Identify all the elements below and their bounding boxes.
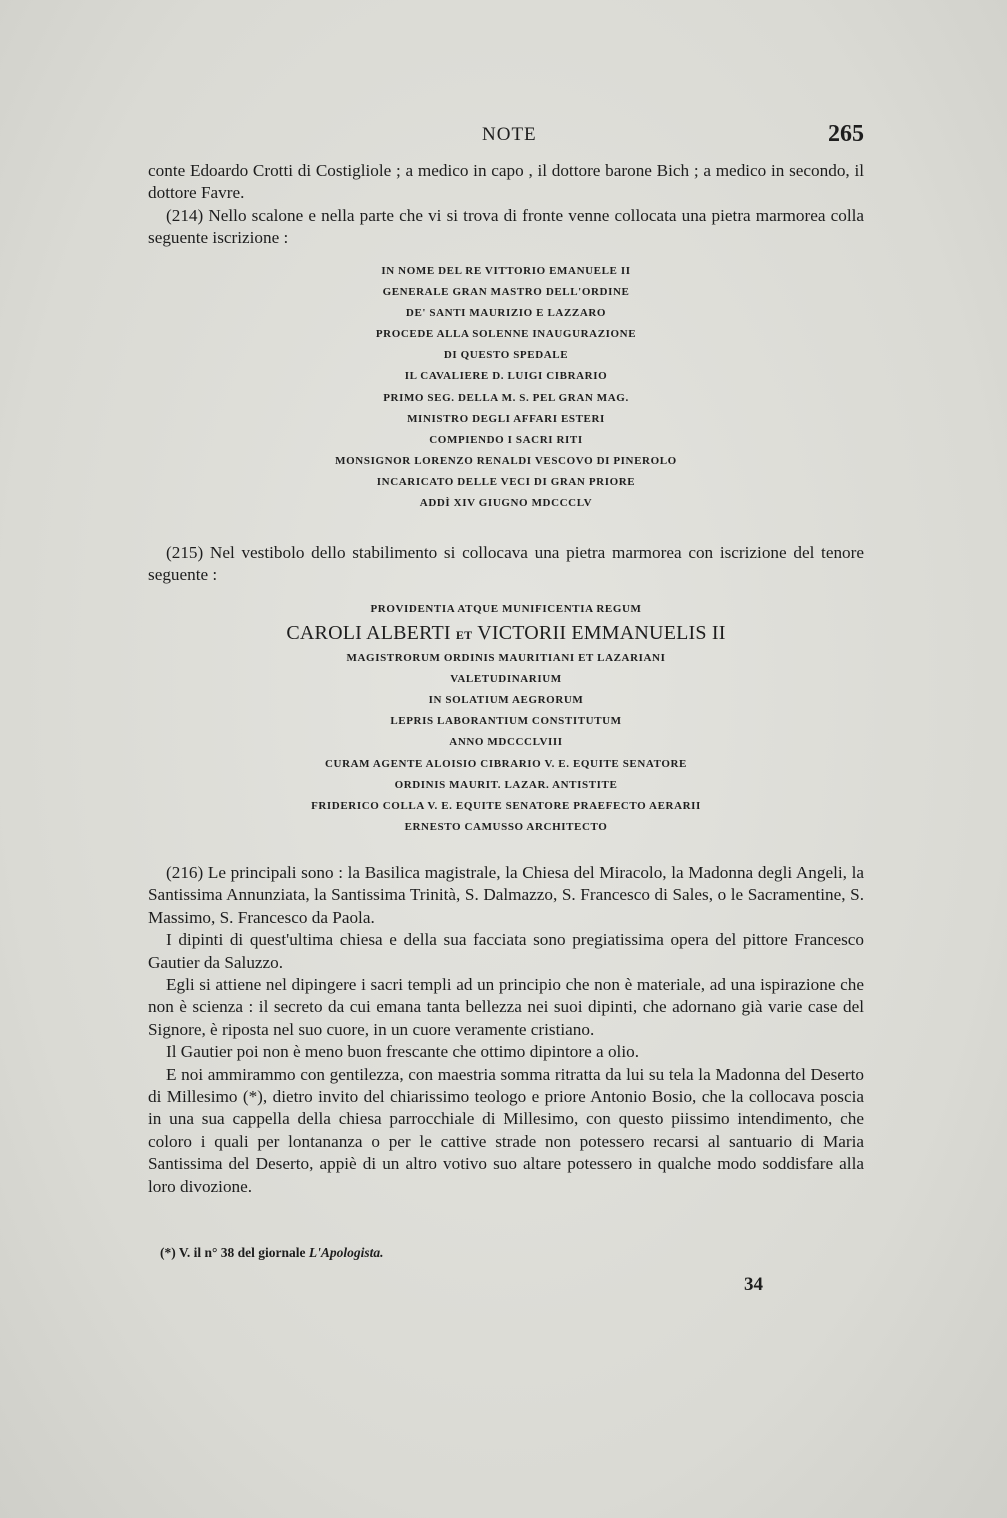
inscription-line: MINISTRO DEGLI AFFARI ESTERI <box>407 412 605 425</box>
note-216 <box>148 862 864 1198</box>
inscription-king-carlo-alberto: CAROLI ALBERTI <box>286 622 451 645</box>
inscription-line: ERNESTO CAMUSSO ARCHITECTO <box>404 820 608 833</box>
inscription-line: GENERALE GRAN MASTRO DELL'ORDINE <box>382 286 630 299</box>
inscription-line: IN SOLATIUM AEGRORUM <box>428 694 584 707</box>
inscription-line: IL CAVALIERE D. LUIGI CIBRARIO <box>404 370 608 383</box>
note-216-paragraph: E noi ammirammo con gentilezza, con maestria somma ritratta da lui su tela la Madonna del Deserto di Millesimo (*), dietro invito del chiarissimo teologo e priore Antonio Bosio, che la collocava poscia in una sua cappella della chiesa parrocchiale di Millesimo, con questo piissimo intendimento, che coloro i quali per lontananza o per le cattive strade non potessero recarsi al santuario di Maria Santissima del Deserto, appiè di un altro votivo suo altare potessero in qualche modo soddisfare alla loro divozione. <box>148 1064 864 1196</box>
inscription-king-vittorio-emanuele: VICTORII EMMANUELIS II <box>477 622 726 645</box>
inscription-line: MONSIGNOR LORENZO RENALDI VESCOVO DI PINEROLO <box>335 454 677 467</box>
inscription-line: COMPIENDO I SACRI RITI <box>429 433 583 446</box>
inscription-line: INCARICATO DELLE VECI DI GRAN PRIORE <box>376 475 636 488</box>
inscription-line: DE' SANTI MAURIZIO E LAZZARO <box>405 307 607 320</box>
note-216-paragraph: I dipinti di quest'ultima chiesa e della sua facciata sono pregiatissima opera del pittore Francesco Gautier da Saluzzo. <box>148 930 864 972</box>
note-215-text: (215) Nel vestibolo dello stabilimento si collocava una pietra marmorea con iscrizione del tenore seguente : <box>148 543 864 585</box>
note-214-text: (214) Nello scalone e nella parte che vi si trova di fronte venne collocata una pietra marmorea colla seguente iscrizione : <box>148 205 864 248</box>
inscription-line: ANNO MDCCCLVIII <box>449 736 563 749</box>
inscription-kings-line <box>148 620 864 648</box>
note-216-paragraph: (216) Le principali sono : la Basilica magistrale, la Chiesa del Miracolo, la Madonna degli Angeli, la Santissima Annunziata, la Santissima Trinità, S. Dalmazzo, S. Francesco di Sales, o le Sacramentine, S. Massimo, S. Francesco da Paola. <box>148 863 864 927</box>
inscription-hospital-inauguration <box>148 261 864 514</box>
inscription-line: PRIMO SEG. DELLA M. S. PEL GRAN MAG. <box>383 391 629 404</box>
note-213-text: conte Edoardo Crotti di Costigliole ; a medico in capo , il dottore barone Bich ; a medico in secondo, il dottore Favre. <box>148 161 864 203</box>
inscription-line: ADDÌ XIV GIUGNO MDCCCLV <box>419 497 593 510</box>
note-216-paragraph: Il Gautier poi non è meno buon frescante che ottimo dipintore a olio. <box>166 1042 640 1062</box>
running-header: NOTE <box>482 124 537 145</box>
inscription-line: VALETUDINARIUM <box>450 673 562 686</box>
inscription-line: IN NOME DEL RE VITTORIO EMANUELE II <box>381 265 631 277</box>
inscription-line: CURAM AGENTE ALOISIO CIBRARIO V. E. EQUITE SENATORE <box>324 757 687 770</box>
note-215 <box>148 542 864 587</box>
page-number: 265 <box>828 121 864 147</box>
footnote <box>160 1245 384 1261</box>
footnote-journal-title: L'Apologista. <box>308 1245 384 1260</box>
signature-mark: 34 <box>744 1274 763 1295</box>
inscription-line: ORDINIS MAURIT. LAZAR. ANTISTITE <box>394 778 618 791</box>
note-216-paragraph: Egli si attiene nel dipingere i sacri templi ad un principio che non è materiale, ad una ispirazione che non è scienza : il secreto da cui emana tanta bellezza nei suoi dipinti, che adornano già varie case del Signore, è riposta nel suo cuore, in un cuore veramente cristiano. <box>148 975 864 1039</box>
inscription-line: MAGISTRORUM ORDINIS MAURITIANI ET LAZARIANI <box>346 652 666 665</box>
inscription-line: FRIDERICO COLLA V. E. EQUITE SENATORE PRAEFECTO AERARII <box>311 799 701 812</box>
inscription-line: PROVIDENTIA ATQUE MUNIFICENTIA REGUM <box>370 603 642 615</box>
inscription-line: LEPRIS LABORANTIUM CONSTITUTUM <box>390 715 622 728</box>
inscription-line: PROCEDE ALLA SOLENNE INAUGURAZIONE <box>375 328 637 341</box>
note-213-continuation <box>148 160 864 250</box>
inscription-conjunction: ET <box>455 628 473 643</box>
footnote-prefix: (*) V. il n° 38 del giornale <box>160 1245 306 1260</box>
inscription-line: DI QUESTO SPEDALE <box>443 349 569 362</box>
inscription-leprosarium <box>148 599 864 838</box>
